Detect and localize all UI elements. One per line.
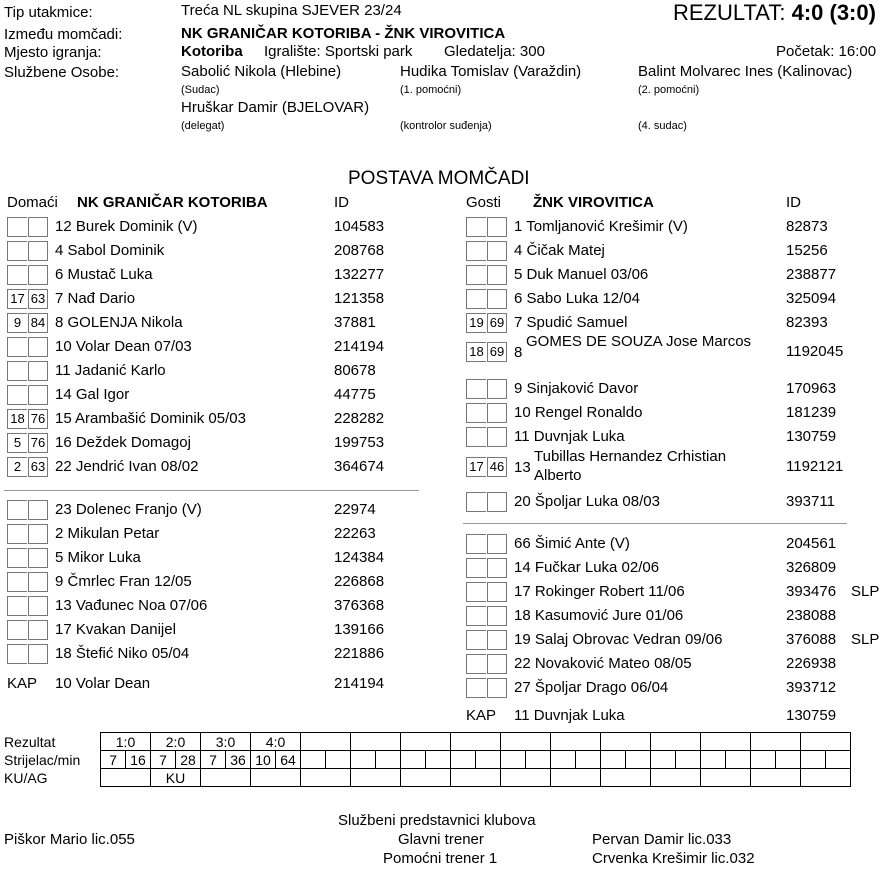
minute-box bbox=[7, 385, 27, 405]
ku-cell bbox=[451, 769, 501, 787]
score-cell bbox=[351, 733, 401, 751]
minute-box bbox=[28, 337, 48, 357]
scorer-player-cell: 7 bbox=[101, 751, 126, 769]
minute-box bbox=[466, 492, 486, 512]
away-kap-label: KAP bbox=[466, 707, 497, 724]
minute-box bbox=[487, 403, 507, 423]
official-name: Hudika Tomislav (Varaždin) bbox=[400, 63, 582, 80]
lineup-title: POSTAVA MOMČADI bbox=[348, 168, 530, 189]
player-name: Alberto bbox=[534, 467, 582, 484]
player-id: 170963 bbox=[786, 380, 837, 397]
minute-box bbox=[28, 524, 48, 544]
home-side-label: Domaći bbox=[7, 194, 58, 211]
away-captain-id: 130759 bbox=[786, 707, 837, 724]
minute-box: 18 bbox=[466, 342, 486, 362]
minute-box: 9 bbox=[7, 313, 27, 333]
player-name: 5 Mikor Luka bbox=[55, 549, 141, 566]
player-id: 199753 bbox=[334, 434, 385, 451]
result-label: REZULTAT: bbox=[673, 0, 786, 25]
score-cell bbox=[551, 733, 601, 751]
scorer-player-cell bbox=[401, 751, 426, 769]
player-id: 37881 bbox=[334, 314, 376, 331]
scorer-player-cell bbox=[751, 751, 776, 769]
minute-box bbox=[28, 596, 48, 616]
player-id: 132277 bbox=[334, 266, 385, 283]
scorer-minute-cell bbox=[526, 751, 551, 769]
score-cell bbox=[701, 733, 751, 751]
player-name: 23 Dolenec Franjo (V) bbox=[55, 501, 202, 518]
scorer-player-cell bbox=[801, 751, 826, 769]
minute-box bbox=[28, 620, 48, 640]
scorer-minute-cell bbox=[726, 751, 751, 769]
away-id-label: ID bbox=[786, 194, 801, 211]
scorer-player-cell: 7 bbox=[151, 751, 176, 769]
scorer-minute-cell bbox=[576, 751, 601, 769]
scorer-minute-cell bbox=[626, 751, 651, 769]
player-name: 8 GOLENJA Nikola bbox=[55, 314, 183, 331]
minute-box bbox=[7, 572, 27, 592]
scorer-player-cell: 10 bbox=[251, 751, 276, 769]
scorer-minute-cell bbox=[676, 751, 701, 769]
minute-box bbox=[28, 572, 48, 592]
between-label: Između momčadi: bbox=[4, 26, 123, 43]
score-cell bbox=[751, 733, 801, 751]
home-divider bbox=[4, 490, 419, 491]
score-cell: 1:0 bbox=[101, 733, 151, 751]
minute-box: 69 bbox=[487, 342, 507, 362]
score-cell bbox=[501, 733, 551, 751]
official-role: (2. pomoćni) bbox=[638, 84, 700, 96]
home-captain-id: 214194 bbox=[334, 675, 385, 692]
ku-cell bbox=[301, 769, 351, 787]
minute-box bbox=[487, 265, 507, 285]
minute-box bbox=[466, 630, 486, 650]
score-cell: 2:0 bbox=[151, 733, 201, 751]
away-representative-1: Pervan Damir lic.033 bbox=[592, 831, 732, 848]
minute-box: 18 bbox=[7, 409, 27, 429]
minute-box bbox=[7, 337, 27, 357]
player-status: SLP bbox=[851, 583, 880, 600]
player-id: 1192121 bbox=[786, 458, 844, 475]
minute-box bbox=[466, 654, 486, 674]
player-id: 238088 bbox=[786, 607, 837, 624]
minute-box bbox=[487, 582, 507, 602]
minute-box: 76 bbox=[28, 433, 48, 453]
player-name: 1 Tomljanović Krešimir (V) bbox=[514, 218, 688, 235]
ku-cell bbox=[651, 769, 701, 787]
minute-box bbox=[487, 241, 507, 261]
home-captain: 10 Volar Dean bbox=[55, 675, 151, 692]
player-id: 22263 bbox=[334, 525, 376, 542]
scorer-player-cell: 7 bbox=[201, 751, 226, 769]
minute-box bbox=[466, 678, 486, 698]
player-name: 11 Duvnjak Luka bbox=[514, 428, 625, 445]
official-role: (1. pomoćni) bbox=[400, 84, 462, 96]
player-id: 376088 bbox=[786, 631, 837, 648]
scorer-player-cell bbox=[351, 751, 376, 769]
start-time: Početak: 16:00 bbox=[776, 43, 877, 60]
player-name: 7 Nađ Dario bbox=[55, 290, 136, 307]
player-id: 221886 bbox=[334, 645, 385, 662]
role-head-coach: Glavni trener bbox=[398, 831, 484, 848]
score-cell bbox=[401, 733, 451, 751]
score-cell bbox=[801, 733, 851, 751]
player-status: SLP bbox=[851, 631, 880, 648]
venue-city: Kotoriba bbox=[181, 43, 243, 60]
ku-cell bbox=[801, 769, 851, 787]
player-id: 22974 bbox=[334, 501, 376, 518]
away-captain: 11 Duvnjak Luka bbox=[514, 707, 625, 724]
minute-box bbox=[7, 596, 27, 616]
minute-box bbox=[487, 379, 507, 399]
player-id: 393712 bbox=[786, 679, 837, 696]
minute-box: 19 bbox=[466, 313, 486, 333]
player-id: 393711 bbox=[786, 493, 835, 510]
ku-cell bbox=[551, 769, 601, 787]
player-name: 18 Štefić Niko 05/04 bbox=[55, 645, 190, 662]
minute-box bbox=[487, 427, 507, 447]
player-name: 10 Rengel Ronaldo bbox=[514, 404, 643, 421]
minute-box bbox=[466, 427, 486, 447]
score-cell bbox=[651, 733, 701, 751]
home-kap-label: KAP bbox=[7, 675, 38, 692]
minute-box bbox=[487, 630, 507, 650]
venue-field: Igralište: Sportski park bbox=[264, 43, 413, 60]
minute-box bbox=[487, 217, 507, 237]
minute-box bbox=[466, 379, 486, 399]
home-representative: Piškor Mario lic.055 bbox=[4, 831, 135, 848]
minute-box bbox=[7, 241, 27, 261]
minute-box bbox=[7, 361, 27, 381]
player-id: 44775 bbox=[334, 386, 376, 403]
scorer-minute-cell bbox=[426, 751, 451, 769]
ku-cell bbox=[601, 769, 651, 787]
player-name: GOMES DE SOUZA Jose Marcos bbox=[526, 333, 752, 350]
player-id: 130759 bbox=[786, 428, 837, 445]
score-table bbox=[0, 732, 851, 787]
player-name: 5 Duk Manuel 03/06 bbox=[514, 266, 649, 283]
official-name: Sabolić Nikola (Hlebine) bbox=[181, 63, 342, 80]
row-label: Rezultat bbox=[4, 733, 56, 750]
player-name: 9 Čmrlec Fran 12/05 bbox=[55, 573, 192, 590]
scorer-minute-cell bbox=[376, 751, 401, 769]
score-cell: 3:0 bbox=[201, 733, 251, 751]
ku-cell bbox=[251, 769, 301, 787]
player-id: 181239 bbox=[786, 404, 837, 421]
official-role: (4. sudac) bbox=[638, 120, 687, 132]
spectators: Gledatelja: 300 bbox=[444, 43, 545, 60]
player-name: 13 Vađunec Noa 07/06 bbox=[55, 597, 208, 614]
minute-box bbox=[7, 265, 27, 285]
minute-box bbox=[466, 534, 486, 554]
player-id: 208768 bbox=[334, 242, 385, 259]
official-role: (kontrolor suđenja) bbox=[400, 120, 492, 132]
player-name: 14 Gal Igor bbox=[55, 386, 130, 403]
scorer-minute-cell: 36 bbox=[226, 751, 251, 769]
player-name: 14 Fučkar Luka 02/06 bbox=[514, 559, 660, 576]
minute-box bbox=[466, 241, 486, 261]
player-id: 121358 bbox=[334, 290, 385, 307]
minute-box bbox=[466, 606, 486, 626]
scorer-minute-cell bbox=[776, 751, 801, 769]
scorer-minute-cell: 28 bbox=[176, 751, 201, 769]
player-name: 2 Mikulan Petar bbox=[55, 525, 160, 542]
minute-box bbox=[466, 403, 486, 423]
minute-box: 46 bbox=[487, 457, 507, 477]
player-name: 66 Šimić Ante (V) bbox=[514, 535, 630, 552]
scorer-player-cell bbox=[301, 751, 326, 769]
minute-box bbox=[487, 654, 507, 674]
minute-box: 69 bbox=[487, 313, 507, 333]
result-value: 4:0 (3:0) bbox=[791, 0, 876, 25]
player-id: 226938 bbox=[786, 655, 837, 672]
row-label: KU/AG bbox=[4, 769, 48, 786]
minute-box bbox=[28, 644, 48, 664]
player-name: 9 Sinjaković Davor bbox=[514, 380, 639, 397]
result-block bbox=[673, 0, 876, 26]
player-name: 4 Sabol Dominik bbox=[55, 242, 165, 259]
away-side-label: Gosti bbox=[466, 194, 502, 211]
player-id: 80678 bbox=[334, 362, 376, 379]
player-name: 18 Kasumović Jure 01/06 bbox=[514, 607, 684, 624]
minute-box: 2 bbox=[7, 457, 27, 477]
minute-box: 17 bbox=[466, 457, 486, 477]
ku-cell bbox=[351, 769, 401, 787]
player-id: 82393 bbox=[786, 314, 828, 331]
minute-box bbox=[487, 678, 507, 698]
minute-box: 76 bbox=[28, 409, 48, 429]
player-name: 17 Rokinger Robert 11/06 bbox=[514, 583, 685, 600]
match-type: Treća NL skupina SJEVER 23/24 bbox=[181, 2, 402, 19]
scorer-player-cell bbox=[451, 751, 476, 769]
ku-cell bbox=[701, 769, 751, 787]
away-divider bbox=[463, 523, 847, 524]
minute-box bbox=[28, 385, 48, 405]
player-name: 16 Deždek Domagoj bbox=[55, 434, 191, 451]
player-id: 393476 bbox=[786, 583, 837, 600]
match-type-label: Tip utakmice: bbox=[4, 4, 93, 21]
teams-title: NK GRANIČAR KOTORIBA - ŽNK VIROVITICA bbox=[181, 25, 506, 42]
ku-cell bbox=[501, 769, 551, 787]
player-id: 364674 bbox=[334, 458, 385, 475]
player-id: 325094 bbox=[786, 290, 837, 307]
officials-label: Službene Osobe: bbox=[4, 64, 120, 81]
scorer-minute-cell bbox=[826, 751, 851, 769]
home-id-label: ID bbox=[334, 194, 349, 211]
player-name: Tubillas Hernandez Crhistian bbox=[534, 448, 727, 465]
scorer-player-cell bbox=[601, 751, 626, 769]
minute-box bbox=[28, 265, 48, 285]
player-id: 1192045 bbox=[786, 343, 844, 360]
scorer-player-cell bbox=[501, 751, 526, 769]
minute-box bbox=[28, 548, 48, 568]
player-name: 10 Volar Dean 07/03 bbox=[55, 338, 192, 355]
player-name: 15 Arambašić Dominik 05/03 bbox=[55, 410, 246, 427]
minute-box bbox=[466, 558, 486, 578]
minute-box: 17 bbox=[7, 289, 27, 309]
ku-cell bbox=[101, 769, 151, 787]
player-id: 238877 bbox=[786, 266, 837, 283]
minute-box bbox=[7, 500, 27, 520]
player-id: 124384 bbox=[334, 549, 385, 566]
player-name: 17 Kvakan Danijel bbox=[55, 621, 176, 638]
official-role: (delegat) bbox=[181, 120, 225, 132]
player-id: 104583 bbox=[334, 218, 385, 235]
official-name: Hruškar Damir (BJELOVAR) bbox=[181, 99, 370, 116]
minute-box bbox=[487, 558, 507, 578]
scorer-player-cell bbox=[651, 751, 676, 769]
player-name: 12 Burek Dominik (V) bbox=[55, 218, 198, 235]
minute-box bbox=[466, 582, 486, 602]
official-name: Balint Molvarec Ines (Kalinovac) bbox=[638, 63, 853, 80]
home-team-name: NK GRANIČAR KOTORIBA bbox=[77, 194, 268, 211]
minute-box bbox=[487, 534, 507, 554]
player-name: 7 Spudić Samuel bbox=[514, 314, 628, 331]
away-representative-2: Crvenka Krešimir lic.032 bbox=[592, 850, 755, 867]
player-id: 15256 bbox=[786, 242, 828, 259]
minute-box bbox=[7, 217, 27, 237]
scorer-player-cell bbox=[551, 751, 576, 769]
minute-box: 63 bbox=[28, 457, 48, 477]
ku-cell bbox=[401, 769, 451, 787]
row-label: Strijelac/min bbox=[4, 751, 81, 768]
player-id: 204561 bbox=[786, 535, 837, 552]
minute-box bbox=[7, 524, 27, 544]
score-cell: 4:0 bbox=[251, 733, 301, 751]
minute-box bbox=[487, 492, 507, 512]
score-cell bbox=[601, 733, 651, 751]
score-cell bbox=[301, 733, 351, 751]
venue-label: Mjesto igranja: bbox=[4, 44, 102, 61]
player-id: 376368 bbox=[334, 597, 385, 614]
ku-cell: KU bbox=[151, 769, 201, 787]
away-team-name: ŽNK VIROVITICA bbox=[533, 194, 654, 211]
minute-box bbox=[28, 217, 48, 237]
minute-box bbox=[7, 548, 27, 568]
player-id: 82873 bbox=[786, 218, 828, 235]
ku-cell bbox=[751, 769, 801, 787]
minute-box bbox=[28, 361, 48, 381]
player-name: 4 Čičak Matej bbox=[514, 242, 605, 259]
scorer-player-cell bbox=[701, 751, 726, 769]
player-name: 22 Novaković Mateo 08/05 bbox=[514, 655, 692, 672]
minute-box bbox=[487, 289, 507, 309]
minute-box: 84 bbox=[28, 313, 48, 333]
footer-title: Službeni predstavnici klubova bbox=[338, 812, 536, 829]
minute-box bbox=[7, 620, 27, 640]
player-name: 27 Špoljar Drago 06/04 bbox=[514, 679, 669, 696]
player-name: 11 Jadanić Karlo bbox=[55, 362, 166, 379]
minute-box bbox=[487, 606, 507, 626]
role-assistant-coach: Pomoćni trener 1 bbox=[383, 850, 498, 867]
scorer-minute-cell: 16 bbox=[126, 751, 151, 769]
minute-box bbox=[466, 217, 486, 237]
minute-box: 63 bbox=[28, 289, 48, 309]
minute-box bbox=[28, 241, 48, 261]
player-name: 22 Jendrić Ivan 08/02 bbox=[55, 458, 199, 475]
player-id: 139166 bbox=[334, 621, 385, 638]
player-id: 226868 bbox=[334, 573, 385, 590]
player-name: 20 Špoljar Luka 08/03 bbox=[514, 493, 660, 510]
player-number: 13 bbox=[514, 459, 531, 476]
player-name: 6 Sabo Luka 12/04 bbox=[514, 290, 640, 307]
player-id: 228282 bbox=[334, 410, 385, 427]
minute-box bbox=[7, 644, 27, 664]
scorer-minute-cell: 64 bbox=[276, 751, 301, 769]
scorer-minute-cell bbox=[476, 751, 501, 769]
minute-box bbox=[28, 500, 48, 520]
minute-box bbox=[466, 289, 486, 309]
minute-box bbox=[466, 265, 486, 285]
player-id: 326809 bbox=[786, 559, 837, 576]
scorer-minute-cell bbox=[326, 751, 351, 769]
player-name: 19 Salaj Obrovac Vedran 09/06 bbox=[514, 631, 723, 648]
minute-box: 5 bbox=[7, 433, 27, 453]
official-role: (Sudac) bbox=[181, 84, 220, 96]
player-name: 6 Mustač Luka bbox=[55, 266, 153, 283]
player-id: 214194 bbox=[334, 338, 385, 355]
score-cell bbox=[451, 733, 501, 751]
player-number: 8 bbox=[514, 344, 523, 361]
ku-cell bbox=[201, 769, 251, 787]
